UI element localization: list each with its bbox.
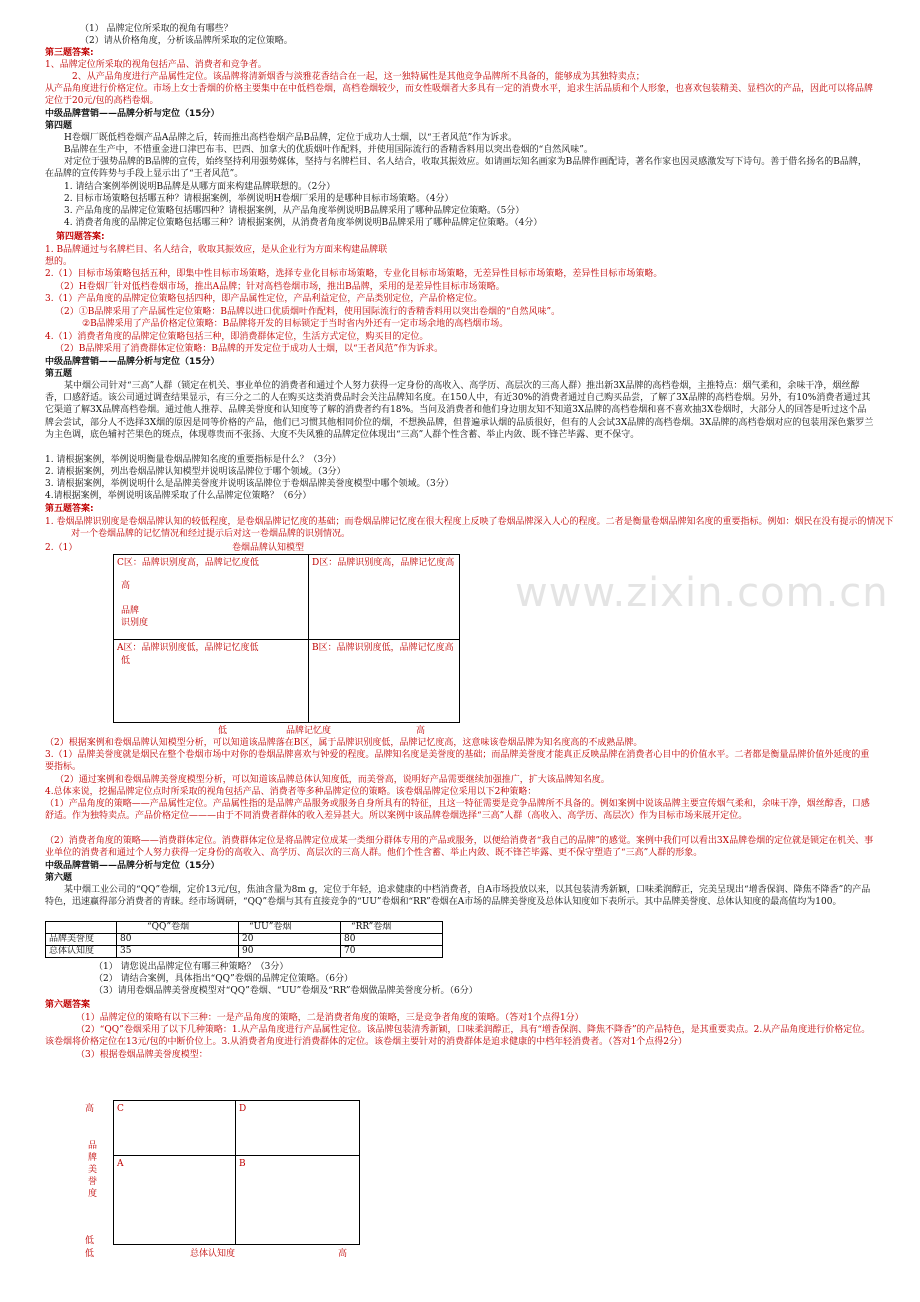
q4-answer-2a: 2.（1）目标市场策略包括五种，即集中性目标市场策略，选择专业化目标市场策略，专业化目标市场策略，无差异性目标市场策略，差异性目标市场策略。	[45, 269, 663, 279]
y-axis-label-3: 美	[88, 1165, 98, 1175]
x-axis-high: 高	[416, 726, 426, 736]
q5-answer-2-label: 2.（1）	[45, 543, 78, 553]
q5-section-header: 中级品牌营销——品牌分析与定位（15分）	[45, 357, 220, 367]
q4-answer-3a: 3.（1）产品角度的品牌定位策略包括四种，即产品属性定位，产品利益定位，产品类别定位，产品价格定位。	[45, 294, 483, 304]
table-header-cell: “RR”卷烟	[341, 922, 443, 934]
q6-section-header: 中级品牌营销——品牌分析与定位（15分）	[45, 861, 220, 871]
table-row	[46, 946, 443, 958]
x-axis-low: 低	[218, 726, 228, 736]
q5-question-1: 1. 请根据案例，举例说明衡量卷烟品牌知名度的重要指标是什么？（3分）	[45, 455, 342, 465]
q4-paragraph-1: H卷烟厂既低档卷烟产品A品牌之后，转而推出高档卷烟产品B品牌，定位于成功人士烟，以“王者风范”作为诉求。	[64, 133, 518, 143]
q5-title: 第五题	[45, 369, 73, 379]
q5-question-4: 4.请根据案例，举例说明该品牌采取了什么品牌定位策略？（6分）	[45, 491, 312, 501]
zone-b: B区：品牌识别度低，品牌记忆度高	[308, 639, 460, 723]
table-cell: 35	[117, 946, 239, 958]
recognition-model-title: 卷烟品牌认知模型	[232, 543, 305, 553]
q5-answer-3b: （2）通过案例和卷烟品牌美誉度模型分析，可以知道该品牌总体认知度低，而美誉高，说明好产品需要继续加强推广，扩大该品牌知名度。	[55, 775, 610, 785]
q5-paragraph-1: 某中烟公司针对“三高”人群（锁定在机关、事业单位的消费者和通过个人努力获得一定身份的高收入、高学历、高层次的三高人群）推出新3X品牌的高档卷烟，主推特点：烟气柔和，余味干净，烟丝醇香，口感舒适。该公司通过调查结果显示，有三分之二的人在购买这类消费品时会关注品牌知名度。在150人中，有近30%的消费者通过自己购买品尝，了解了3X品牌的高档卷烟。另外，有10%消费者通过其它渠道了解3X品牌高档卷烟。通过他人推荐、品牌美誉度和认知度等了解的消费者约有18%。当问及消费者和他们身边朋友知不知道3X品牌的高档卷烟和喜不喜欢抽3X卷烟时，大部分人的回答是听过这个品牌会尝试，部分人不选择3X烟的原因是同等价格的产品，他们已习惯其他相同价位的烟，不想换品牌，但普遍承认烟的品质很好，但有的人会试3X品牌的高档卷烟。3X品牌的高档卷烟对应的包装用深色紫罗兰为主色调，底色辅衬芒果色的斑点，体现尊贵而不张扬、大度不失风雅的品牌定位体现出“三高”人群个性含蓄、举止内敛、既不锋芒毕露、更不保守。	[45, 381, 874, 440]
zone-b: B	[235, 1155, 360, 1245]
q3-sub-question-1: （1） 品牌定位所采取的视角有哪些？	[80, 24, 233, 34]
watermark: www.zixin.com.cn	[515, 570, 889, 616]
q5-answer-title: 第五题答案:	[45, 504, 94, 514]
q4-answer-3c: ②B品牌采用了产品价格定位策略：B品牌将开发的目标锁定于当时省内外还有一定市场余地的高档烟市场。	[82, 319, 509, 329]
q4-section-header: 中级品牌营销——品牌分析与定位（15分）	[45, 109, 220, 119]
table-cell: 80	[117, 934, 239, 946]
x-axis-label: 总体认知度	[190, 1249, 236, 1259]
table-header-cell	[46, 922, 117, 934]
q3-answer-3: 从产品角度进行价格定位。市场上女士香烟的价格主要集中在中低档卷烟，高档卷烟较少，而女性吸烟者大多具有一定的消费水平，追求生活品质和个人形象，也喜欢包装精美、显档次的产品，因此可以将品牌定位于20元/包的高档卷烟。	[45, 84, 874, 107]
zone-c: C区：品牌识别度高，品牌记忆度低	[113, 554, 309, 640]
y-axis-high: 高	[85, 1104, 95, 1114]
table-row	[46, 934, 443, 946]
q4-answer-4b: （2）B品牌采用了消费群体定位策略：B品牌的开发定位于成功人士烟，以“王者风范”作为诉求。	[55, 344, 444, 354]
q4-answer-2b: （2）H卷烟厂针对低档卷烟市场，推出A品牌；针对高档卷烟市场，推出B品牌，采用的是差异性目标市场策略。	[55, 282, 505, 292]
q4-paragraph-3: 对定位于强势品牌的B品牌的宣传，始终坚持利用强势媒体，坚持与名牌栏目、名人结合，收取其振效应。如请画坛知名画家为B品牌作画配诗，著名作家也因灵感激发写下诗句。善于借名扬名的B品牌，在品牌的宣传阵势与手段上显示出了“王者风范”。	[45, 157, 867, 180]
y-axis-label-2: 牌	[88, 1153, 98, 1163]
q6-title: 第六题	[45, 873, 73, 883]
q4-question-4: 4. 消费者角度的品牌定位策略包括哪三种？请根据案例，从消费者角度举例说明B品牌采用了哪种品牌定位策略。（4分）	[64, 218, 543, 228]
x-axis-high: 高	[338, 1249, 348, 1259]
table-cell: 20	[239, 934, 341, 946]
q6-question-3: （3）请用卷烟品牌美誉度模型对“QQ”卷烟、“UU”卷烟及“RR”卷烟做品牌美誉度分析。（6分）	[94, 986, 478, 996]
table-cell: 总体认知度	[46, 946, 117, 958]
q3-sub-question-2: （2）请从价格角度，分析该品牌所采取的定位策略。	[80, 36, 293, 46]
x-axis-low: 低	[85, 1249, 95, 1259]
table-cell: 品牌美誉度	[46, 934, 117, 946]
x-axis-label: 品牌记忆度	[286, 726, 332, 736]
q6-question-2: （2） 请结合案例，具体指出“QQ”卷烟的品牌定位策略。（6分）	[94, 974, 353, 984]
y-axis-label-1: 品牌	[121, 606, 140, 616]
q5-question-3: 3. 请根据案例，举例说明什么是品牌美誉度并说明该品牌位于卷烟品牌美誉度模型中哪个领域。（3分）	[45, 479, 454, 489]
table-cell: 70	[341, 946, 443, 958]
q6-answer-title: 第六题答案	[45, 1000, 91, 1010]
q5-answer-4a: 4.总体来说，挖掘品牌定位点时所采取的视角包括产品、消费者等多种品牌定位的策略。该卷烟品牌定位采用以下2种策略：	[45, 787, 537, 797]
q6-answer-1: （1）品牌定位的策略有以下三种：一是产品角度的策略，二是消费者角度的策略，三是竞争者角度的策略。（答对1个点得1分）	[76, 1013, 584, 1023]
y-axis-label-4: 誉	[88, 1177, 98, 1187]
q4-answer-1b: 想的。	[45, 257, 73, 267]
q6-answer-2: （2）“QQ”卷烟采用了以下几种策略：1.从产品角度进行产品属性定位。该品牌包装清秀新颖，口味柔润醇正，具有“增香保润、降焦不降香”的产品特色，是其重要卖点。2.从产品角度进行价格定位。该卷烟将价格定位在13元/包的中断价位上。3.从消费者角度进行消费群体的定位。该卷烟主要针对的消费群体是追求健康的中档年轻消费者。（答对1个点得2分）	[45, 1025, 871, 1048]
table-header-cell: “QQ”卷烟	[117, 922, 239, 934]
q5-answer-1: 1. 卷烟品牌识别度是卷烟品牌认知的较低程度，是卷烟品牌记忆度的基础；而卷烟品牌记忆度在很大程度上反映了卷烟品牌深入人心的程度。二者是衡量卷烟品牌知名度的重要指标。例如：烟民在没有提示的情况下对一个卷烟品牌的记忆情况和经过提示后对这一卷烟品牌的识别情况。	[45, 517, 894, 540]
zone-d: D区：品牌识别度高，品牌记忆度高	[308, 554, 460, 640]
zone-a: A	[113, 1155, 236, 1245]
q4-answer-3b: （2）①B品牌采用了产品属性定位策略：B品牌以进口优质烟叶作配料，使用国际流行的香精香料用以突出卷烟的“自然风味”。	[55, 307, 561, 317]
q4-answer-title: 第四题答案:	[56, 232, 105, 242]
q6-question-1: （1） 请您说出品牌定位有哪三种策略？（3分）	[94, 962, 289, 972]
reputation-table	[45, 921, 443, 958]
q4-title: 第四题	[45, 121, 73, 131]
q4-question-3: 3. 产品角度的品牌定位策略包括哪四种？请根据案例，从产品角度举例说明B品牌采用了哪种品牌定位策略。（5分）	[64, 206, 525, 216]
y-axis-low: 低	[85, 1236, 95, 1246]
q4-answer-4a: 4.（1）消费者角度的品牌定位策略包括三种，即消费群体定位，生活方式定位，购买目的定位。	[45, 332, 429, 342]
table-header-cell: “UU”卷烟	[239, 922, 341, 934]
q4-question-2: 2. 目标市场策略包括哪五种？请根据案例，举例说明H卷烟厂采用的是哪种目标市场策略。（4分）	[64, 194, 454, 204]
q5-answer-4c: （2）消费者角度的策略——消费群体定位。消费群体定位是将品牌定位成某一类细分群体专用的产品或服务，以便给消费者“我自己的品牌”的感觉。案例中我们可以看出3X品牌卷烟的定位就是锁定在机关、事业单位的消费者和通过个人努力获得一定身份的高收入、高学历、高层次的三高人群。他们个性含蓄、举止内敛、既不锋芒毕露、更不保守塑造了“三高”人群的形象。	[45, 836, 874, 859]
table-header-row	[46, 922, 443, 934]
q3-answer-title: 第三题答案:	[45, 48, 94, 58]
zone-c: C	[113, 1100, 236, 1156]
q6-answer-3: （3）根据卷烟品牌美誉度模型：	[76, 1050, 208, 1060]
table-cell: 80	[341, 934, 443, 946]
y-axis-high: 高	[121, 581, 131, 591]
q5-answer-3a: 3.（1）品牌美誉度就是烟民在整个卷烟市场中对你的卷烟品牌喜欢与钟爱的程度。品牌知名度是美誉度的基础；而品牌美誉度才能真正反映品牌在消费者心目中的价值水平。二者都是衡量品牌价值外延度的重要指标。	[45, 750, 870, 773]
q3-answer-1: 1、品牌定位所采取的视角包括产品、消费者和竞争者。	[45, 60, 267, 70]
zone-d: D	[235, 1100, 360, 1156]
zone-a: A区：品牌识别度低，品牌记忆度低	[113, 639, 309, 723]
table-cell: 90	[239, 946, 341, 958]
y-axis-low: 低	[121, 656, 131, 666]
q5-answer-2b: （2）根据案例和卷烟品牌认知模型分析，可以知道该品牌落在B区，属于品牌识别度低，品牌记忆度高，这意味该卷烟品牌为知名度高的不成熟品牌。	[45, 738, 643, 748]
q3-answer-2: 2、从产品角度进行产品属性定位。该品牌将清新烟香与淡雅花香结合在一起，这一独特属性是其他竞争品牌所不具备的，能够成为其独特卖点；	[72, 72, 645, 82]
q6-paragraph-1: 某中烟工业公司的“QQ”卷烟，定价13元/包，焦油含量为8m g，定位于年轻，追求健康的中档消费者，自A市场投放以来，以其包装清秀新颖，口味柔润醇正，完美呈现出“增香保润、降焦不降香”的产品特色，迅速赢得部分消费者的青睐。经市场调研，“QQ”卷烟与其有直接竞争的“UU”卷烟和“RR”卷烟在A市场的品牌美誉度及总体认知度如下表所示。其中品牌美誉度、总体认知度的最高值均为100。	[45, 885, 871, 908]
y-axis-label-5: 度	[88, 1189, 98, 1199]
y-axis-label-1: 品	[88, 1141, 98, 1151]
q5-answer-4b: （1）产品角度的策略——产品属性定位。产品属性指的是品牌产品服务或服务自身所具有的特征，且这一特征需要是竞争品牌所不具备的。例如案例中说该品牌主要宣传烟气柔和，余味干净，烟丝醇香，口感舒适。作为独特卖点。产品价格定位———由于不同消费者群体的收入差异甚大。所以案例中该品牌卷烟选择“三高”人群（高收入、高学历、高层次）作为目标市场来展开定位。	[45, 799, 870, 822]
q5-question-2: 2. 请根据案例，列出卷烟品牌认知模型并说明该品牌位于哪个领域。（3分）	[45, 467, 346, 477]
q4-paragraph-2: B品牌在生产中，不惜重金进口津巴布韦、巴西、加拿大的优质烟叶作配料，并使用国际流行的香精香料用以突出卷烟的“自然风味”。	[64, 145, 593, 155]
q4-question-1: 1. 请结合案例举例说明B品牌是从哪方面来构建品牌联想的。（2分）	[64, 182, 336, 192]
y-axis-label-2: 识别度	[121, 618, 149, 628]
q4-answer-1a: 1. B品牌通过与名牌栏目、名人结合，收取其振效应，是从企业行为方面来构建品牌联	[45, 245, 388, 255]
